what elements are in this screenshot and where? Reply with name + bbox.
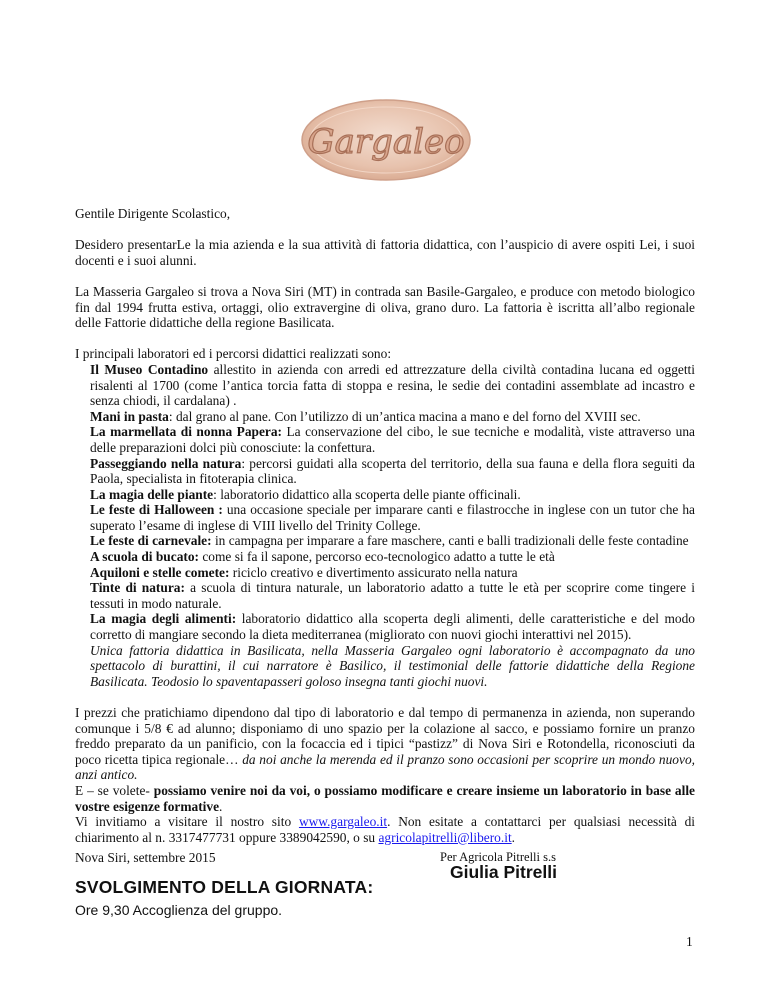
intro-paragraph: Desidero presentarLe la mia azienda e la sua attività di fattoria didattica, con l’auspicio di avere ospiti Lei, i suoi docenti e i suoi alunni. <box>75 237 695 268</box>
labs-intro: I principali laboratori ed i percorsi didattici realizzati sono: <box>75 346 392 362</box>
lab-title: Aquiloni e stelle comete: <box>90 564 230 580</box>
lab-text: a scuola di tintura naturale, un laboratorio adatto a tutte le età per scoprire come tingere i tessuti in modo naturale. <box>90 580 695 611</box>
place-date: Nova Siri, settembre 2015 <box>75 850 216 865</box>
salutation: Gentile Dirigente Scolastico, <box>75 206 231 221</box>
lab-text: allestito in azienda con arredi ed attrezzature della civiltà contadina lucana ed oggetti risalenti al 1700 (come l’antica torcia fatta di stoppa e resina, le sedie dei contadini assemblate ad incastro e senza chiodi, il cardalana) . <box>90 361 695 409</box>
list-item <box>90 502 695 533</box>
website-link[interactable]: www.gargaleo.it <box>298 814 388 830</box>
list-item <box>90 549 695 565</box>
list-item <box>90 409 695 425</box>
list-item <box>90 580 695 611</box>
page-number: 1 <box>686 934 693 949</box>
list-item <box>90 487 695 503</box>
letter-body <box>75 206 695 845</box>
list-item <box>90 362 695 409</box>
lab-title: Le feste di carnevale: <box>90 533 212 549</box>
lab-title: Mani in pasta <box>90 408 169 424</box>
lab-text: come si fa il sapone, percorso eco-tecnologico adatto a tutte le età <box>199 549 555 565</box>
gargaleo-logo <box>300 98 472 182</box>
labs-list <box>75 362 695 689</box>
masseria-paragraph: La Masseria Gargaleo si trova a Nova Siri (MT) in contrada san Basile-Gargaleo, e produce con metodo biologico fin dal 1994 frutta estiva, ortaggi, olio extravergine di oliva, grano duro. La fattoria è iscritta all’albo regionale delle Fattorie didattiche della regione Basilicata. <box>75 283 695 331</box>
lab-text: laboratorio didattico alla scoperta degli alimenti, delle caratteristiche e del modo corretto di mangiare secondo la dieta mediterranea (migliorato con nuovi giochi interattivi nel 2015). <box>90 611 695 643</box>
lab-title: La marmellata di nonna Papera: <box>90 424 283 440</box>
lab-title: La magia delle piante <box>90 486 214 502</box>
company-line: Per Agricola Pitrelli s.s <box>440 850 556 864</box>
logo-text: Gargaleo <box>307 122 465 162</box>
lab-text: riciclo creativo e divertimento assicurato nella natura <box>229 564 518 580</box>
unica-note: Unica fattoria didattica in Basilicata, nella Masseria Gargaleo ogni laboratorio è accompagnato da uno spettacolo di burattini, il cui narratore è Basilico, il testimonial delle fattorie didattiche della Regione Basilicata. Teodosio lo spaventapasseri goloso insegna tanti giochi nuovi. <box>90 642 695 689</box>
lab-text: : laboratorio didattico alla scoperta delle piante officinali. <box>213 486 521 502</box>
lab-text: : percorsi guidati alla scoperta del territorio, della sua fauna e della flora seguiti da Paola, specialista in fitoterapia clinica. <box>90 455 695 487</box>
list-item <box>90 611 695 642</box>
lab-title: A scuola di bucato: <box>90 549 200 565</box>
section-heading: SVOLGIMENTO DELLA GIORNATA: <box>75 877 374 897</box>
email-link[interactable]: agricolapitrelli@libero.it <box>378 829 512 845</box>
lab-title: Passeggiando nella natura <box>90 455 242 471</box>
list-item <box>90 424 695 455</box>
lab-title: Il Museo Contadino <box>90 361 209 377</box>
schedule-line: Ore 9,30 Accoglienza del gruppo. <box>75 902 283 918</box>
list-item <box>90 533 695 549</box>
volete-paragraph: E – se volete- possiamo venire noi da voi, o possiamo modificare e creare insieme un laboratorio in base alle vostre esigenze formative. <box>75 782 695 814</box>
prezzi-paragraph: I prezzi che pratichiamo dipendono dal tipo di laboratorio e dal tempo di permanenza in azienda, non superando comunque i 5/8 € ad alunno; disponiamo di uno spazio per la colazione al sacco, e possiamo fornire un pranzo freddo preparato da un panificio, con la focaccia ed i tipici “pastizz” di Nova Siri e Rotondella, riconosciuti da poco ricetta tipica regionale… da noi anche la merenda ed il pranzo sono occasioni per scoprire un mondo nuovo, anzi antico. <box>75 705 695 783</box>
lab-title: La magia degli alimenti: <box>90 611 237 627</box>
lab-text: : dal grano al pane. Con l’utilizzo di un’antica macina a mano e del forno del XVIII sec. <box>168 408 641 424</box>
lab-text: La conservazione del cibo, le sue tecniche e modalità, viste attraverso una delle preparazioni dolci più conosciute: la confettura. <box>90 424 695 455</box>
lab-title: Tinte di natura: <box>90 580 185 596</box>
signer-name: Giulia Pitrelli <box>450 862 557 882</box>
invito-paragraph: Vi invitiamo a visitare il nostro sito www.gargaleo.it. Non esitate a contattarci per qualsiasi necessità di chiarimento al n. 3317477731 oppure 3389042590, o su agricolapitrelli@libero.it. <box>75 814 696 845</box>
lab-text: in campagna per imparare a fare maschere, canti e balli tradizionali delle feste contadine <box>211 533 689 549</box>
list-item <box>90 456 695 487</box>
list-item <box>90 565 695 581</box>
lab-title: Le feste di Halloween : <box>90 502 223 518</box>
lab-text: una occasione speciale per imparare canti e filastrocche in inglese con un tutor che ha superato l’esame di inglese di VIII livello del Trinity College. <box>90 502 696 533</box>
